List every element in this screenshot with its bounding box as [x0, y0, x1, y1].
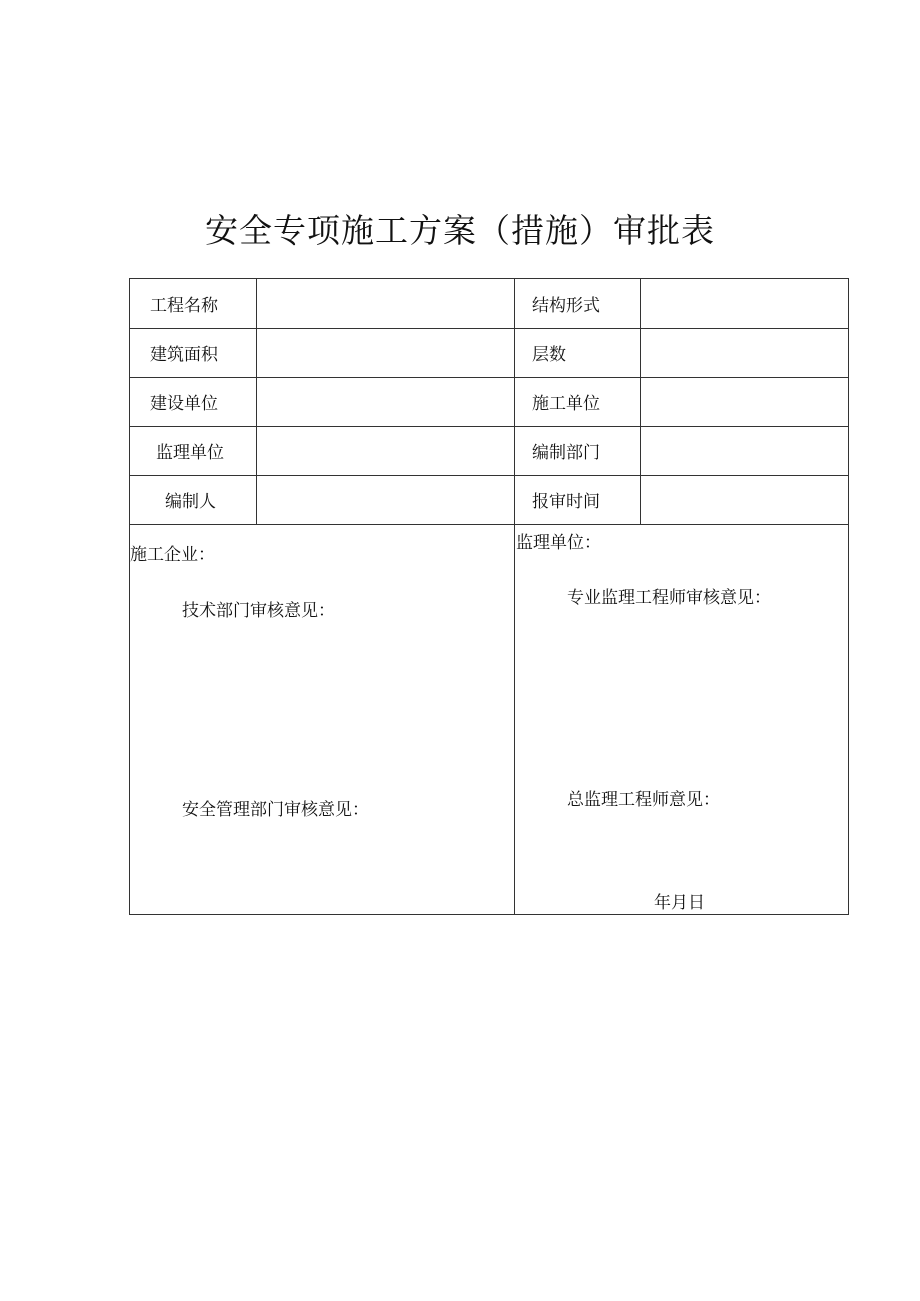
label-supervision-unit: 监理单位 — [156, 443, 224, 463]
safety-dept-opinion-label: 安全管理部门审核意见： — [182, 800, 369, 820]
label-compiling-dept: 编制部门 — [532, 443, 600, 463]
tech-dept-opinion-label: 技术部门审核意见： — [182, 601, 335, 621]
compiling-dept-field[interactable] — [641, 427, 848, 474]
date-label: 年月日 — [654, 893, 705, 913]
supervision-unit-field[interactable] — [257, 427, 514, 474]
owner-unit-field[interactable] — [257, 378, 514, 425]
label-floors: 层数 — [532, 345, 566, 365]
label-submission-time: 报审时间 — [532, 492, 600, 512]
label-compiler: 编制人 — [165, 492, 216, 512]
approval-form — [129, 278, 849, 915]
floors-field[interactable] — [641, 329, 848, 376]
building-area-field[interactable] — [257, 329, 514, 376]
label-owner-unit: 建设单位 — [150, 394, 218, 414]
label-project-name: 工程名称 — [150, 296, 218, 316]
engineer-opinion-label: 专业监理工程师审核意见： — [567, 588, 771, 608]
construction-enterprise-heading: 施工企业： — [130, 545, 215, 565]
supervision-heading: 监理单位： — [516, 533, 601, 553]
structure-type-field[interactable] — [641, 280, 848, 327]
chief-engineer-opinion-label: 总监理工程师意见： — [567, 790, 720, 810]
project-name-field[interactable] — [257, 280, 514, 327]
form-title: 安全专项施工方案（措施）审批表 — [205, 211, 715, 250]
label-building-area: 建筑面积 — [150, 345, 218, 365]
submission-time-field[interactable] — [641, 476, 848, 523]
column-divider-center — [514, 279, 515, 915]
label-structure-type: 结构形式 — [532, 296, 600, 316]
compiler-field[interactable] — [257, 476, 514, 523]
label-construction-unit: 施工单位 — [532, 394, 600, 414]
row-divider — [130, 524, 848, 525]
construction-unit-field[interactable] — [641, 378, 848, 425]
